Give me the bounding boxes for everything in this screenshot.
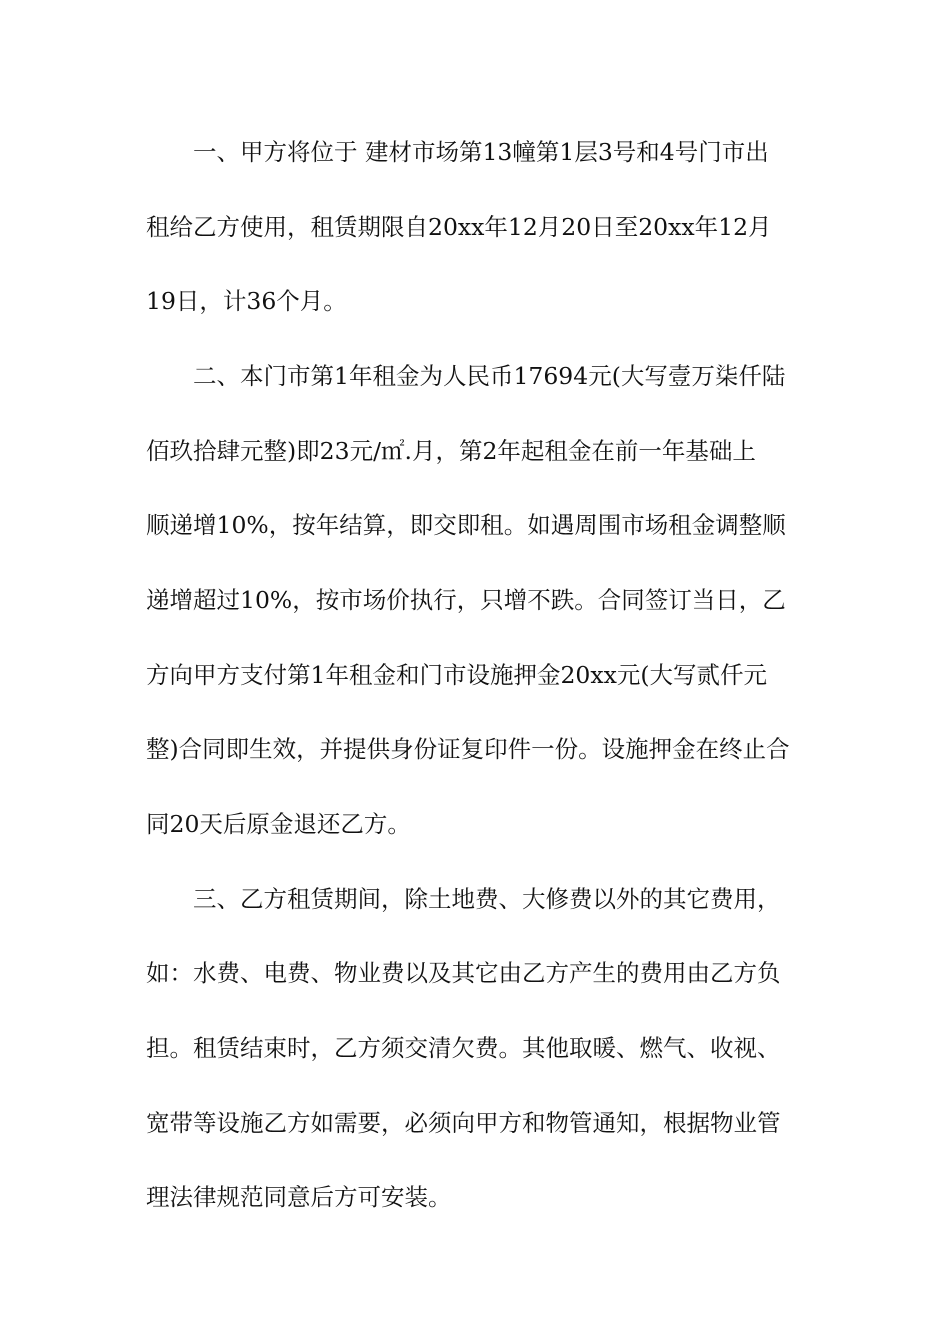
paragraph-1-line-1: 一、甲方将位于 建材市场第13幢第1层3号和4号门市出 (193, 138, 769, 166)
paragraph-2-line-3: 顺递增10%，按年结算，即交即租。如遇周围市场租金调整顺 (146, 511, 786, 539)
paragraph-2-line-2: 佰玖拾肆元整)即23元/㎡.月，第2年起租金在前一年基础上 (146, 437, 756, 465)
paragraph-3-line-4: 宽带等设施乙方如需要，必须向甲方和物管通知，根据物业管 (146, 1109, 781, 1137)
paragraph-3-line-3: 担。租赁结束时，乙方须交清欠费。其他取暖、燃气、收视、 (146, 1034, 781, 1062)
paragraph-2-line-7: 同20天后原金退还乙方。 (146, 810, 411, 838)
paragraph-2-line-1: 二、本门市第1年租金为人民币17694元(大写壹万柒仟陆 (193, 362, 786, 390)
paragraph-1-line-2: 租给乙方使用，租赁期限自20xx年12月20日至20xx年12月 (146, 213, 772, 241)
paragraph-2-line-4: 递增超过10%，按市场价执行，只增不跌。合同签订当日，乙 (146, 586, 786, 614)
paragraph-3-line-5: 理法律规范同意后方可安装。 (146, 1183, 452, 1211)
paragraph-1-line-3: 19日，计36个月。 (146, 287, 347, 315)
paragraph-2-line-6: 整)合同即生效，并提供身份证复印件一份。设施押金在终止合 (146, 735, 790, 763)
paragraph-2-line-5: 方向甲方支付第1年租金和门市设施押金20xx元(大写贰仟元 (146, 661, 768, 689)
paragraph-3-line-1: 三、乙方租赁期间，除土地费、大修费以外的其它费用， (193, 885, 781, 913)
paragraph-3-line-2: 如：水费、电费、物业费以及其它由乙方产生的费用由乙方负 (146, 959, 781, 987)
